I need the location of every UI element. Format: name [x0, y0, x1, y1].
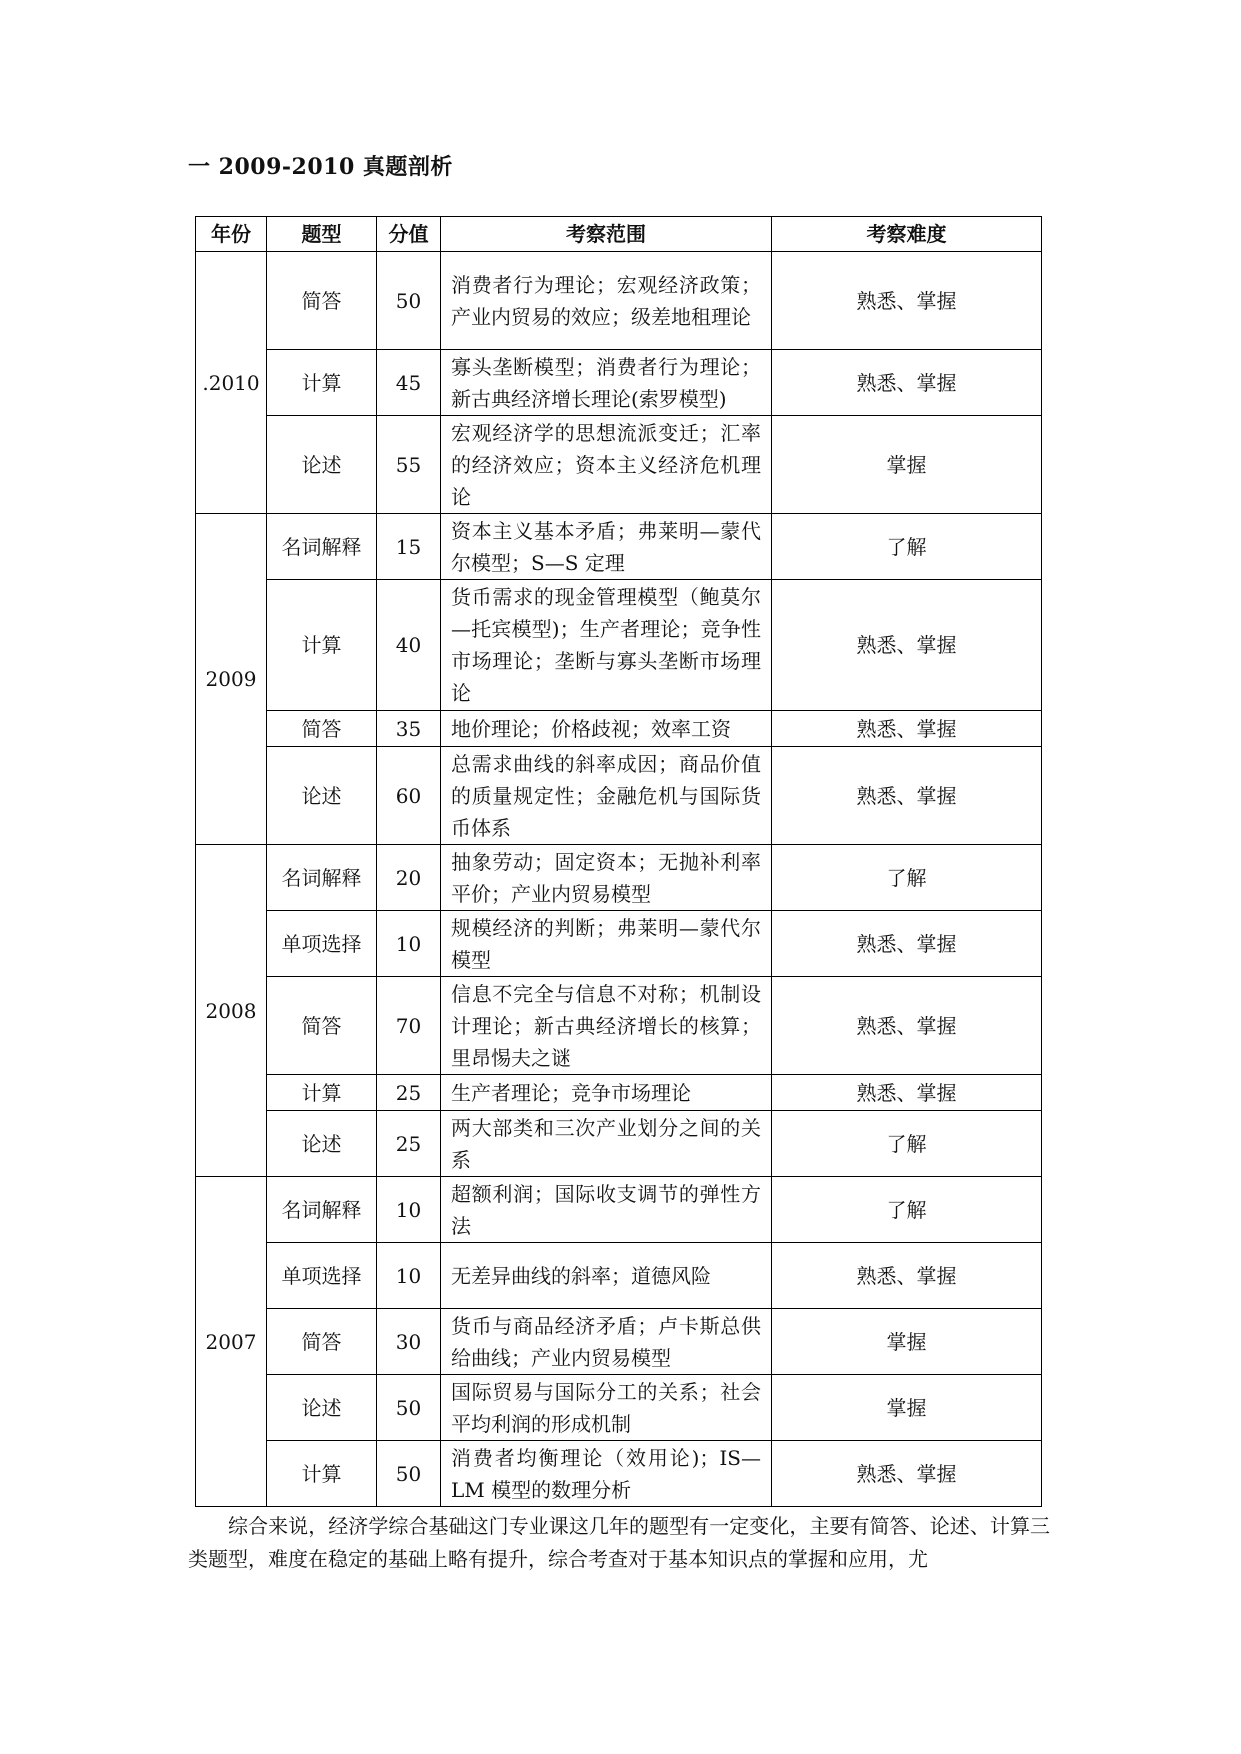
- scope-cell: 宏观经济学的思想流派变迁；汇率的经济效应；资本主义经济危机理论: [441, 416, 772, 514]
- type-cell: 单项选择: [267, 911, 377, 977]
- score-cell: 50: [377, 252, 441, 350]
- table-row: [196, 416, 1042, 514]
- table-row: [196, 1309, 1042, 1375]
- scope-cell: 超额利润；国际收支调节的弹性方法: [441, 1177, 772, 1243]
- difficulty-cell: 熟悉、掌握: [772, 350, 1042, 416]
- type-cell: 简答: [267, 711, 377, 747]
- scope-cell: 资本主义基本矛盾；弗莱明—蒙代尔模型；S—S 定理: [441, 514, 772, 580]
- exam-analysis-table: [195, 216, 1042, 1507]
- table-row: [196, 1177, 1042, 1243]
- header-year: 年份: [196, 217, 267, 252]
- difficulty-cell: 熟悉、掌握: [772, 977, 1042, 1075]
- scope-cell: 地价理论；价格歧视；效率工资: [441, 711, 772, 747]
- year-cell: 2007: [196, 1177, 267, 1507]
- score-cell: 40: [377, 580, 441, 711]
- score-cell: 50: [377, 1375, 441, 1441]
- difficulty-cell: 掌握: [772, 416, 1042, 514]
- table-row: [196, 1441, 1042, 1507]
- table-row: [196, 350, 1042, 416]
- type-cell: 论述: [267, 416, 377, 514]
- type-cell: 计算: [267, 350, 377, 416]
- difficulty-cell: 熟悉、掌握: [772, 1075, 1042, 1111]
- difficulty-cell: 熟悉、掌握: [772, 580, 1042, 711]
- difficulty-cell: 了解: [772, 845, 1042, 911]
- type-cell: 名词解释: [267, 1177, 377, 1243]
- year-cell: 2008: [196, 845, 267, 1177]
- table-row: [196, 1075, 1042, 1111]
- scope-cell: 总需求曲线的斜率成因；商品价值的质量规定性；金融危机与国际货币体系: [441, 747, 772, 845]
- scope-cell: 消费者行为理论；宏观经济政策；产业内贸易的效应；级差地租理论: [441, 252, 772, 350]
- score-cell: 35: [377, 711, 441, 747]
- scope-cell: 生产者理论；竞争市场理论: [441, 1075, 772, 1111]
- score-cell: 10: [377, 1177, 441, 1243]
- scope-cell: 国际贸易与国际分工的关系；社会平均利润的形成机制: [441, 1375, 772, 1441]
- difficulty-cell: 了解: [772, 1111, 1042, 1177]
- table-row: [196, 711, 1042, 747]
- score-cell: 50: [377, 1441, 441, 1507]
- section-heading: 一 2009-2010 真题剖析: [188, 154, 453, 180]
- header-scope: 考察范围: [441, 217, 772, 252]
- score-cell: 25: [377, 1111, 441, 1177]
- score-cell: 55: [377, 416, 441, 514]
- difficulty-cell: 了解: [772, 1177, 1042, 1243]
- scope-cell: 无差异曲线的斜率；道德风险: [441, 1243, 772, 1309]
- table-row: [196, 977, 1042, 1075]
- type-cell: 论述: [267, 747, 377, 845]
- type-cell: 简答: [267, 252, 377, 350]
- score-cell: 20: [377, 845, 441, 911]
- difficulty-cell: 掌握: [772, 1309, 1042, 1375]
- type-cell: 论述: [267, 1375, 377, 1441]
- type-cell: 计算: [267, 1075, 377, 1111]
- year-cell: 2009: [196, 514, 267, 845]
- score-cell: 30: [377, 1309, 441, 1375]
- score-cell: 10: [377, 911, 441, 977]
- table-row: [196, 1243, 1042, 1309]
- table-row: [196, 252, 1042, 350]
- difficulty-cell: 熟悉、掌握: [772, 252, 1042, 350]
- type-cell: 名词解释: [267, 845, 377, 911]
- score-cell: 60: [377, 747, 441, 845]
- scope-cell: 寡头垄断模型；消费者行为理论；新古典经济增长理论(索罗模型): [441, 350, 772, 416]
- scope-cell: 两大部类和三次产业划分之间的关系: [441, 1111, 772, 1177]
- table-row: [196, 1111, 1042, 1177]
- type-cell: 计算: [267, 1441, 377, 1507]
- score-cell: 25: [377, 1075, 441, 1111]
- scope-cell: 信息不完全与信息不对称；机制设计理论；新古典经济增长的核算；里昂惕夫之谜: [441, 977, 772, 1075]
- scope-cell: 抽象劳动；固定资本；无抛补利率平价；产业内贸易模型: [441, 845, 772, 911]
- summary-paragraph: 综合来说，经济学综合基础这门专业课这几年的题型有一定变化，主要有简答、论述、计算三类题型，难度在稳定的基础上略有提升，综合考查对于基本知识点的掌握和应用，尤: [188, 1514, 1050, 1571]
- header-type: 题型: [267, 217, 377, 252]
- difficulty-cell: 熟悉、掌握: [772, 747, 1042, 845]
- type-cell: 简答: [267, 977, 377, 1075]
- difficulty-cell: 熟悉、掌握: [772, 1441, 1042, 1507]
- type-cell: 计算: [267, 580, 377, 711]
- table-row: [196, 747, 1042, 845]
- table-header-row: [196, 217, 1042, 252]
- difficulty-cell: 掌握: [772, 1375, 1042, 1441]
- difficulty-cell: 熟悉、掌握: [772, 711, 1042, 747]
- table-row: [196, 514, 1042, 580]
- header-score: 分值: [377, 217, 441, 252]
- difficulty-cell: 熟悉、掌握: [772, 1243, 1042, 1309]
- difficulty-cell: 了解: [772, 514, 1042, 580]
- difficulty-cell: 熟悉、掌握: [772, 911, 1042, 977]
- table-row: [196, 1375, 1042, 1441]
- score-cell: 45: [377, 350, 441, 416]
- score-cell: 10: [377, 1243, 441, 1309]
- score-cell: 70: [377, 977, 441, 1075]
- type-cell: 名词解释: [267, 514, 377, 580]
- scope-cell: 货币与商品经济矛盾；卢卡斯总供给曲线；产业内贸易模型: [441, 1309, 772, 1375]
- table-row: [196, 580, 1042, 711]
- type-cell: 单项选择: [267, 1243, 377, 1309]
- score-cell: 15: [377, 514, 441, 580]
- table-row: [196, 911, 1042, 977]
- type-cell: 论述: [267, 1111, 377, 1177]
- type-cell: 简答: [267, 1309, 377, 1375]
- header-difficulty: 考察难度: [772, 217, 1042, 252]
- table-row: [196, 845, 1042, 911]
- year-cell: .2010: [196, 252, 267, 514]
- scope-cell: 货币需求的现金管理模型（鲍莫尔—托宾模型)；生产者理论；竞争性市场理论；垄断与寡头垄断市场理论: [441, 580, 772, 711]
- scope-cell: 消费者均衡理论（效用论)；IS—LM 模型的数理分析: [441, 1441, 772, 1507]
- scope-cell: 规模经济的判断；弗莱明—蒙代尔模型: [441, 911, 772, 977]
